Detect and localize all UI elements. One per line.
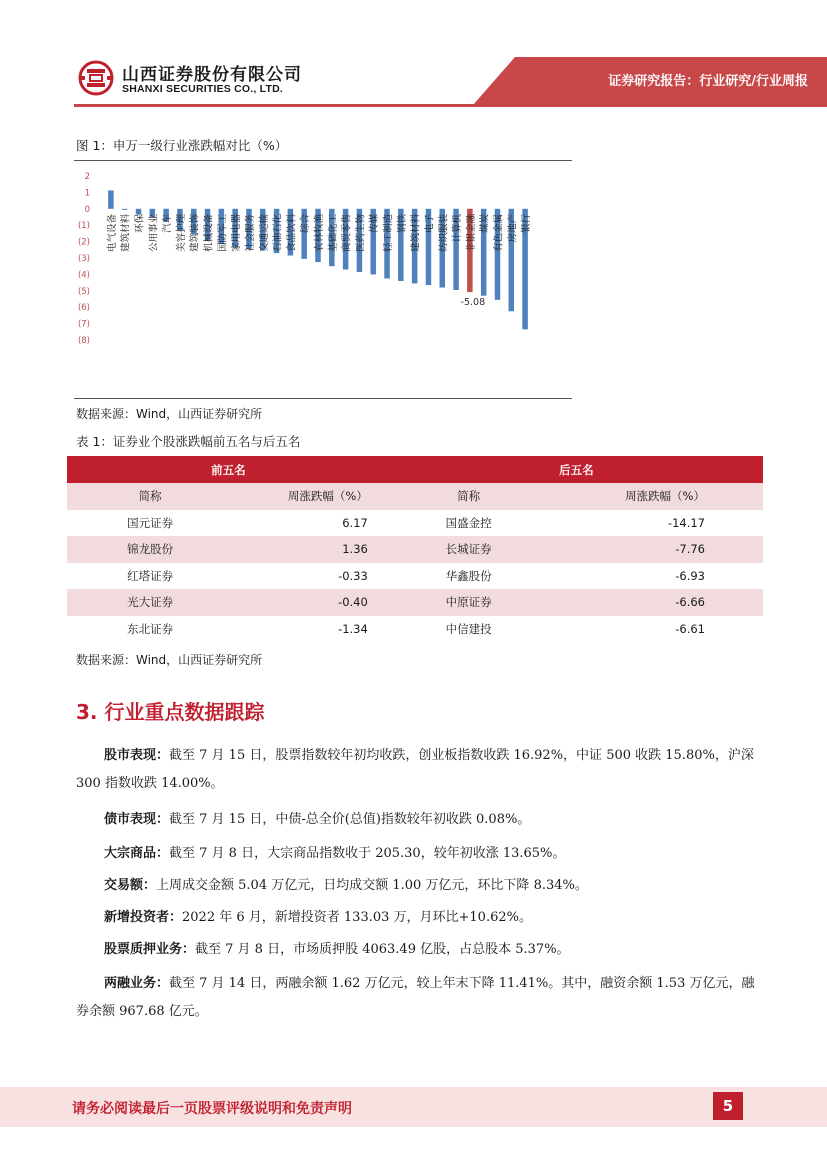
x-tick-label: 纺织服装: [438, 213, 450, 252]
paragraph-label: 两融业务：: [104, 976, 170, 991]
paragraph-label: 新增投资者：: [104, 910, 183, 925]
table-column-header: [67, 483, 763, 510]
paragraph-label: 债市表现：: [104, 812, 170, 827]
page-number: 5: [713, 1092, 743, 1120]
x-tick-label: 综合: [300, 213, 312, 233]
col-name-top: 简称: [67, 483, 233, 510]
y-tick-label: (3): [77, 254, 90, 264]
paragraph-text: 截至 7 月 8 日，市场质押股 4063.49 亿股，占总股本 5.37%。: [195, 942, 570, 957]
x-tick-label: 石油石化: [272, 213, 284, 252]
x-tick-label: 家用电器: [231, 213, 243, 252]
x-tick-label: 农林牧渔: [314, 213, 325, 252]
x-tick-label: 国防军工: [217, 213, 229, 252]
paragraph-text: 截至 7 月 15 日，股票指数较年初均收跌，创业板指数收跌 16.92%，中证 500 收跌 15.80%，沪深 300 指数收跌 14.00%。: [76, 748, 754, 791]
table-row: [67, 510, 763, 537]
paragraph-label: 大宗商品：: [104, 846, 170, 861]
group-bottom-five: 后五名: [390, 456, 763, 483]
x-tick-label: 有色金属: [493, 213, 505, 252]
paragraph-label: 股市表现：: [104, 748, 170, 763]
top-stock-change: 6.17: [233, 510, 390, 537]
y-tick-label: 0: [84, 204, 90, 215]
figure-source: 数据来源：Wind，山西证券研究所: [76, 407, 263, 421]
bottom-stock-name: 中原证券: [390, 589, 548, 616]
y-tick-label: (7): [77, 319, 90, 330]
group-top-five: 前五名: [67, 456, 390, 483]
bottom-stock-name: 华鑫股份: [390, 563, 548, 590]
bottom-stock-name: 长城证券: [390, 536, 548, 563]
paragraph-commodities: [76, 840, 756, 868]
top-stock-change: -1.34: [233, 616, 390, 643]
x-tick-label: 房地产: [507, 213, 519, 243]
industry-change-bar-chart: [74, 162, 572, 398]
x-tick-label: 基础化工: [327, 213, 339, 252]
top-stock-name: 锦龙股份: [67, 536, 233, 563]
x-tick-label: 电子: [424, 213, 436, 233]
top-stock-name: 东北证券: [67, 616, 233, 643]
header-divider: [74, 104, 827, 107]
securities-rank-table: [67, 456, 763, 642]
y-tick-label: (6): [77, 303, 90, 314]
y-tick-label: (2): [77, 237, 90, 248]
company-logo-icon: [78, 60, 114, 96]
table-row: [67, 616, 763, 643]
y-tick-label: (1): [77, 221, 90, 232]
top-stock-name: 国元证券: [67, 510, 233, 537]
paragraph-text: 上周成交金额 5.04 万亿元，日均成交额 1.00 万亿元，环比下降 8.34%。: [156, 878, 588, 893]
y-tick-label: 2: [84, 172, 90, 182]
y-tick-label: (5): [77, 286, 90, 297]
x-tick-label: 商贸零售: [341, 213, 353, 252]
report-type-label: 证券研究报告：行业研究/行业周报: [608, 74, 808, 89]
data-label: -5.08: [460, 297, 486, 309]
table-row: [67, 536, 763, 563]
paragraph-text: 截至 7 月 8 日，大宗商品指数收于 205.30，较年初收涨 13.65%。: [169, 846, 566, 861]
paragraph-stock-pledge: [76, 936, 756, 964]
x-tick-label: 公用事业: [148, 213, 160, 252]
paragraph-stock-market: [76, 742, 756, 798]
page-header: [0, 0, 827, 110]
y-tick-label: (8): [77, 336, 90, 346]
paragraph-text: 截至 7 月 15 日，中债-总全价(总值)指数较年初收跌 0.08%。: [169, 812, 531, 827]
col-name-bottom: 简称: [390, 483, 548, 510]
footer-disclaimer: 请务必阅读最后一页股票评级说明和免责声明: [72, 1101, 352, 1117]
bar: [108, 190, 114, 208]
x-tick-label: 医药生物: [355, 213, 367, 252]
x-tick-label: 社会服务: [244, 213, 256, 252]
x-tick-label: 计算机: [452, 213, 464, 243]
x-tick-label: 传媒: [369, 213, 381, 233]
x-tick-label: 非银金融: [465, 213, 477, 252]
x-tick-label: 环保: [134, 213, 146, 233]
paragraph-turnover: [76, 872, 756, 900]
bottom-stock-name: 国盛金控: [390, 510, 548, 537]
bottom-stock-change: -14.17: [547, 510, 763, 537]
x-tick-label: 交通运输: [258, 213, 270, 252]
x-tick-label: 美容护理: [175, 213, 187, 252]
paragraph-text: 2022 年 6 月，新增投资者 133.03 万，月环比+10.62%。: [182, 910, 532, 925]
paragraph-text: 截至 7 月 14 日，两融余额 1.62 万亿元，较上年末下降 11.41%。其中，融资余额 1.53 万亿元，融券余额 967.68 亿元。: [76, 976, 755, 1019]
top-stock-change: 1.36: [233, 536, 390, 563]
company-name-en: SHANXI SECURITIES CO., LTD.: [122, 83, 283, 95]
table-title: 表 1：证券业个股涨跌幅前五名与后五名: [76, 434, 301, 449]
top-stock-change: -0.40: [233, 589, 390, 616]
x-tick-label: 建筑材料: [120, 213, 132, 252]
x-tick-label: 建筑装饰: [189, 213, 201, 252]
bottom-stock-name: 中信建投: [390, 616, 548, 643]
figure-top-rule: [74, 160, 572, 161]
x-tick-label: 煤炭: [479, 213, 491, 233]
bar: [122, 209, 128, 210]
table-source: 数据来源：Wind，山西证券研究所: [76, 653, 263, 667]
top-stock-name: 红塔证券: [67, 563, 233, 590]
x-tick-label: 银行: [521, 213, 533, 233]
y-tick-label: 1: [84, 188, 90, 199]
x-tick-label: 轻工制造: [383, 213, 395, 252]
paragraph-label: 交易额：: [104, 878, 157, 893]
bar: [136, 209, 142, 215]
bottom-stock-change: -6.61: [547, 616, 763, 643]
bottom-stock-change: -6.66: [547, 589, 763, 616]
x-tick-label: 食品饮料: [286, 213, 298, 252]
paragraph-label: 股票质押业务：: [104, 942, 196, 957]
paragraph-bond-market: [76, 806, 756, 834]
table-row: [67, 563, 763, 590]
section-title: 3. 行业重点数据跟踪: [76, 700, 265, 724]
col-change-top: 周涨跌幅（%）: [233, 483, 390, 510]
col-change-bottom: 周涨跌幅（%）: [547, 483, 763, 510]
bottom-stock-change: -7.76: [547, 536, 763, 563]
table-group-header: [67, 456, 763, 483]
x-tick-label: 机械设备: [203, 213, 215, 252]
figure-title: 图 1：申万一级行业涨跌幅对比（%）: [76, 138, 288, 153]
top-stock-change: -0.33: [233, 563, 390, 590]
x-tick-label: 钢铁: [396, 213, 408, 233]
top-stock-name: 光大证券: [67, 589, 233, 616]
x-tick-label: 建筑材料: [410, 213, 422, 252]
x-tick-label: 电气设备: [106, 213, 118, 252]
y-tick-label: (4): [77, 270, 90, 281]
figure-bottom-rule: [74, 398, 572, 399]
company-name-cn: 山西证券股份有限公司: [122, 65, 302, 85]
x-tick-label: 汽车: [162, 213, 174, 233]
paragraph-margin-trading: [76, 970, 756, 1026]
table-row: [67, 589, 763, 616]
paragraph-new-investors: [76, 904, 756, 932]
bottom-stock-change: -6.93: [547, 563, 763, 590]
